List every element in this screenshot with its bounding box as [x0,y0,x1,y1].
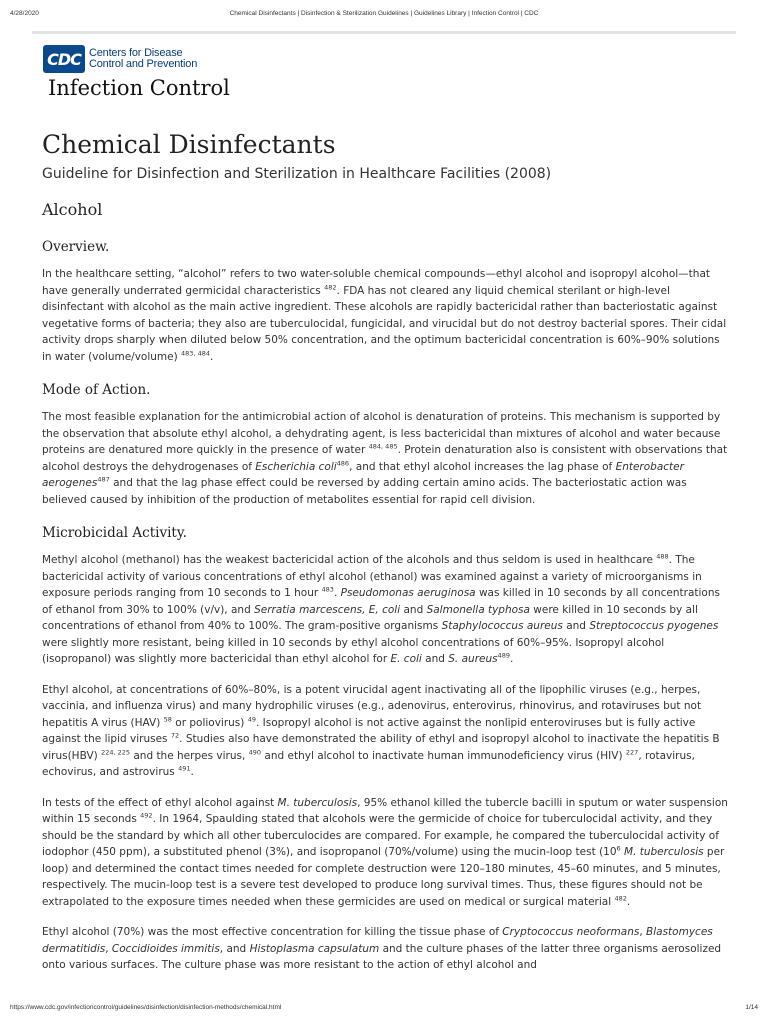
print-footer [10,1004,758,1016]
org-line-2: Control and Prevention [89,58,198,70]
paragraph-microbicidal-4: Ethyl alcohol (70%) was the most effective concentration for killing the tissue phase of Cryptococcus neoformans, Blastomyces dermatitidis, Coccidioides immitis, and Histoplasma capsulatum and the culture phases of the latter three organisms aerosolized onto various surfaces. The culture phase was more resistant to the action of ethyl alcohol and [42,926,722,971]
ref[interactable]: 58 [163,715,172,723]
heading-microbicidal-activity: Microbicidal Activity. [42,525,187,541]
cdc-logo-mark: CDC [43,45,85,73]
superscript: 6 [616,844,621,853]
paragraph-microbicidal-1: Methyl alcohol (methanol) has the weakest bactericidal action of the alcohols and thus seldom is used in healthcare $^{488}$. The bactericidal activity of various concentrations of ethyl alcohol (ethanol) was examined against a variety of microorganisms in exposure periods ranging from 10 seconds to 1 hour $^{483}$. Pseudomonas aeruginosa was killed in 10 seconds by all concentrations of ethanol from 30% to 100% (v/v), and Serratia marcescens, E, coli and Salmonella typhosa were killed in 10 seconds by all concentrations of ethanol from 40% to 100%. The gram-positive organisms Staphylococcus aureus and Streptococcus pyogenes were slightly more resistant, being killed in 10 seconds by ethyl alcohol concentrations of 60%–95%. Isopropyl alcohol (isopropanol) was slightly more bactericidal than ethyl alcohol for E. coli and S. aureus$^{489}$. [42,552,720,665]
top-divider [32,31,736,34]
ref[interactable]: 224, 225 [101,748,131,756]
paragraph-microbicidal-2: Ethyl alcohol, at concentrations of 60%–80%, is a potent virucidal agent inactivating all of the lipophilic viruses (e.g., herpes, vaccinia, and influenza virus) and many hydrophilic viruses (e.g., adenovirus, enterovirus, rhinovirus, and rotaviruses but not hepatitis A virus (HAV) $^{58}$ or poliovirus) $^{49}$. Isopropyl alcohol is not active against the nonlipid enteroviruses but is fully active against the lipid viruses $^{72}$. Studies also have demonstrated the ability of ethyl and isopropyl alcohol to inactivate the hepatitis B virus(HBV) $^{224, 225}$ and the herpes virus, $^{490}$ and ethyl alcohol to inactivate human immunodeficiency virus (HIV) $^{227}$, rotavirus, echovirus, and astrovirus $^{491}$. [42,683,720,778]
cdc-logo[interactable] [43,44,197,74]
ref[interactable]: 483, 484 [181,349,210,357]
heading-alcohol: Alcohol [42,200,103,219]
paragraph-overview: In the healthcare setting, “alcohol” refers to two water-soluble chemical compounds—ethyl alcohol and isopropyl alcohol—that have generally underrated germicidal characteristics $^{482}$. FDA has not cleared any liquid chemical sterilant or high-level disinfectant with alcohol as the main active ingredient. These alcohols are rapidly bactericidal rather than bacteriostatic against vegetative forms of bacteria; they also are tuberculocidal, fungicidal, and virucidal but do not destroy bacterial spores. Their cidal activity drops sharply when diluted below 50% concentration, and the optimum bactericidal concentration is 60%–90% solutions in water (volume/volume) $^{483, 484}$. [42,268,727,363]
ref[interactable]: 489 [497,651,511,660]
main-content [42,126,728,988]
ref[interactable]: 482 [324,283,337,291]
paragraph-mode-of-action: The most feasible explanation for the antimicrobial action of alcohol is denaturation of proteins. This mechanism is supported by the observation that absolute ethyl alcohol, a dehydrating agent, is less bactericidal than mixtures of alcohol and water because proteins are denatured more quickly in the presence of water $^{484, 485}$. Protein denaturation also is consistent with observations that alcohol destroys the dehydrogenases of Escherichia coli$^{486}$, and that ethyl alcohol increases the lag phase of Enterobacter aerogenes$^{487}$ and that the lag phase effect could be reversed by adding certain amino acids. The bacteriostatic action was believed caused by inhibition of the production of metabolites essential for rapid cell division. [42,411,728,506]
print-date: 4/28/2020 [10,10,39,17]
page-title: Chemical Disinfectants [42,130,336,159]
ref[interactable]: 227 [625,748,639,756]
print-page-number: 1/14 [745,1004,758,1011]
cdc-org-name [89,48,197,70]
paragraph-microbicidal-3: In tests of the effect of ethyl alcohol against M. tuberculosis, 95% ethanol killed the tubercle bacilli in sputum or water suspension within 15 seconds $^{492}$. In 1964, Spaulding stated that alcohols were the germicide of choice for tuberculocidal activity, and they should be the standard by which all other tuberculocides are compared. For example, he compared the tuberculocidal activity of iodophor (450 ppm), a substituted phenol (3%), and isopropanol (70%/volume) using the mucin-loop test ($10^6$ M. tuberculosis per loop) and determined the contact times needed for complete destruction were 120–180 minutes, 45–60 minutes, and 5 minutes, respectively. The mucin-loop test is a severe test developed to produce long survival times. Thus, these figures should not be extrapolated to the exposure times needed when these germicides are used on medical or surgical material $^{482}$. [42,796,728,908]
print-url: https://www.cdc.gov/infectioncontrol/guidelines/disinfection/disinfection-methods/chemical.html [10,1004,282,1011]
ref[interactable]: 486 [336,459,350,467]
section-title[interactable]: Infection Control [48,76,230,100]
ref[interactable]: 49 [247,715,256,723]
heading-mode-of-action: Mode of Action. [42,382,151,398]
org-line-1: Centers for Disease [89,47,183,59]
ref[interactable]: 487 [97,475,110,484]
ref[interactable]: 492 [140,811,153,820]
print-title: Chemical Disinfectants | Disinfection & Sterilization Guidelines | Guidelines Library | Infection Control | CDC [229,10,539,17]
print-header [10,10,758,22]
ref[interactable]: 484, 485 [368,442,398,451]
ref[interactable]: 483 [321,585,334,594]
ref[interactable]: 491 [178,764,191,773]
page-subtitle: Guideline for Disinfection and Sterilization in Healthcare Facilities (2008) [42,166,552,182]
ref[interactable]: 72 [170,731,180,740]
ref[interactable]: 482 [614,894,627,902]
ref[interactable]: 488 [656,552,669,561]
heading-overview: Overview. [42,239,110,255]
ref[interactable]: 490 [248,748,262,756]
